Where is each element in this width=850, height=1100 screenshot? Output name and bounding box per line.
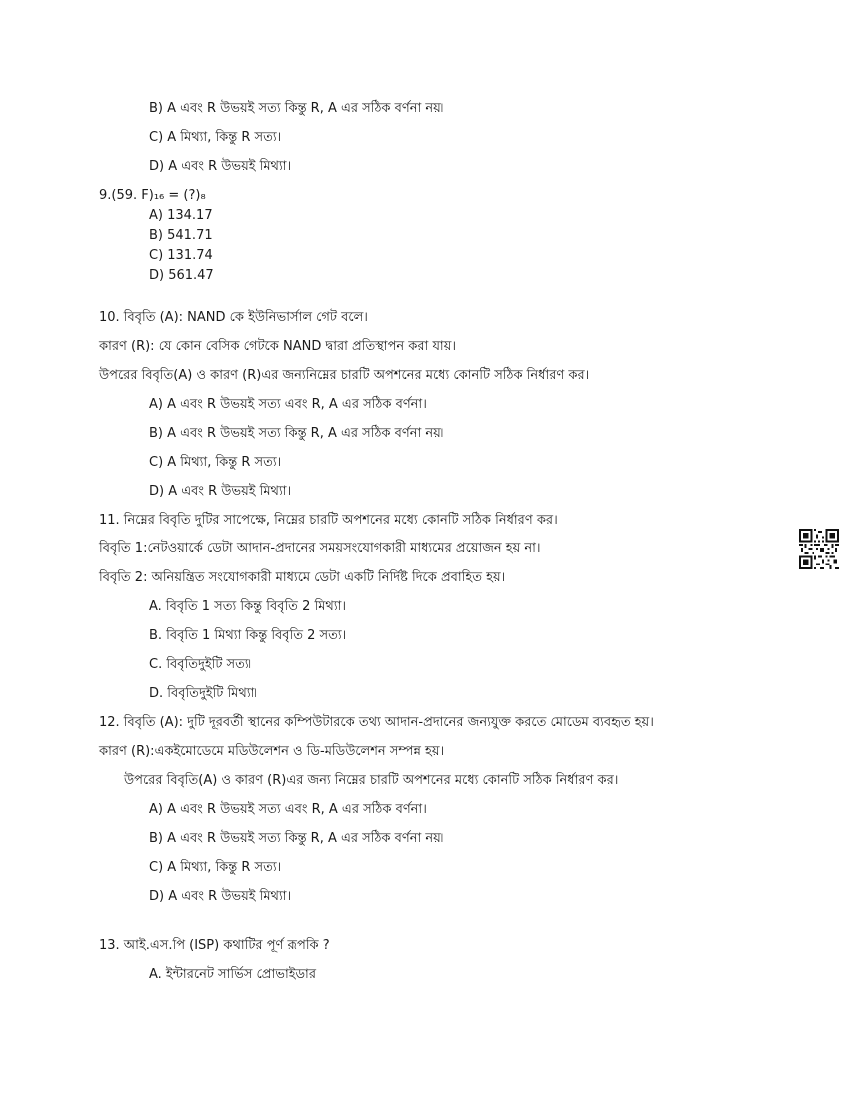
q11-option-c: C. বিবৃতিদুইটি সত্য৷ xyxy=(149,657,251,672)
q9-option-a: A) 134.17 xyxy=(149,208,213,223)
q10-statement: 10. বিবৃতি (A): NAND কে ইউনিভার্সাল গেট বলে। xyxy=(99,310,368,325)
q12-reason: কারণ (R):একইমোডেমে মডিউলেশন ও ডি-মডিউলেশন সম্পন্ন হয়। xyxy=(99,744,445,759)
q10-reason: কারণ (R): যে কোন বেসিক গেটকে NAND দ্বারা প্রতিস্থাপন করা যায়। xyxy=(99,339,457,354)
q11-statement-2: বিবৃতি 2: অনিয়ন্ত্রিত সংযোগকারী মাধ্যমে ডেটা একটি নির্দিষ্ট দিকে প্রবাহিত হয়। xyxy=(99,570,506,585)
q12-option-a: A) A এবং R উভয়ই সত্য এবং R, A এর সঠিক বর্ণনা। xyxy=(149,802,427,817)
qr-code-icon xyxy=(799,529,839,569)
q11-statement-1: বিবৃতি 1:নেটওয়ার্কে ডেটা আদান-প্রদানের সময়সংযোগকারী মাধ্যমের প্রয়োজন হয় না। xyxy=(99,541,541,556)
prev-option-c: C) A মিথ্যা, কিন্তু R সত্য। xyxy=(149,130,282,145)
prev-option-d: D) A এবং R উভয়ই মিথ্যা। xyxy=(149,159,292,174)
prev-option-b: B) A এবং R উভয়ই সত্য কিন্তু R, A এর সঠিক বর্ণনা নয়৷ xyxy=(149,101,444,116)
q11-option-d: D. বিবৃতিদুইটি মিথ্যা৷ xyxy=(149,686,257,701)
q9-option-b: B) 541.71 xyxy=(149,228,213,243)
q9-prompt: 9.(59. F)₁₆ = (?)₈ xyxy=(99,188,206,203)
q12-option-c: C) A মিথ্যা, কিন্তু R সত্য। xyxy=(149,860,282,875)
q12-statement: 12. বিবৃতি (A): দুটি দূরবর্তী স্থানের কম্পিউটারকে তথ্য আদান-প্রদানের জন্যযুক্ত করতে মোডেম ব্যবহৃত হয়। xyxy=(99,715,654,730)
q11-option-a: A. বিবৃতি 1 সত্য কিন্তু বিবৃতি 2 মিথ্যা। xyxy=(149,599,347,614)
q12-option-b: B) A এবং R উভয়ই সত্য কিন্তু R, A এর সঠিক বর্ণনা নয়৷ xyxy=(149,831,444,846)
q13-prompt: 13. আই.এস.পি (ISP) কথাটির পূর্ণ রূপকি ? xyxy=(99,938,330,953)
q12-option-d: D) A এবং R উভয়ই মিথ্যা। xyxy=(149,889,292,904)
q10-option-d: D) A এবং R উভয়ই মিথ্যা। xyxy=(149,484,292,499)
q13-option-a: A. ইন্টারনেট সার্ভিস প্রোভাইডার xyxy=(149,967,316,982)
q9-option-d: D) 561.47 xyxy=(149,268,214,283)
q9-option-c: C) 131.74 xyxy=(149,248,213,263)
q12-instruction: উপরের বিবৃতি(A) ও কারণ (R)এর জন্য নিম্নের চারটি অপশনের মধ্যে কোনটি সঠিক নির্ধারণ কর। xyxy=(124,773,619,788)
q11-prompt: 11. নিম্নের বিবৃতি দুটির সাপেক্ষে, নিম্নের চারটি অপশনের মধ্যে কোনটি সঠিক নির্ধারণ কর। xyxy=(99,513,558,528)
q10-option-a: A) A এবং R উভয়ই সত্য এবং R, A এর সঠিক বর্ণনা। xyxy=(149,397,427,412)
q11-option-b: B. বিবৃতি 1 মিথ্যা কিন্তু বিবৃতি 2 সত্য। xyxy=(149,628,347,643)
q10-option-b: B) A এবং R উভয়ই সত্য কিন্তু R, A এর সঠিক বর্ণনা নয়৷ xyxy=(149,426,444,441)
q10-instruction: উপরের বিবৃতি(A) ও কারণ (R)এর জন্যনিম্নের চারটি অপশনের মধ্যে কোনটি সঠিক নির্ধারণ কর। xyxy=(99,368,590,383)
q10-option-c: C) A মিথ্যা, কিন্তু R সত্য। xyxy=(149,455,282,470)
